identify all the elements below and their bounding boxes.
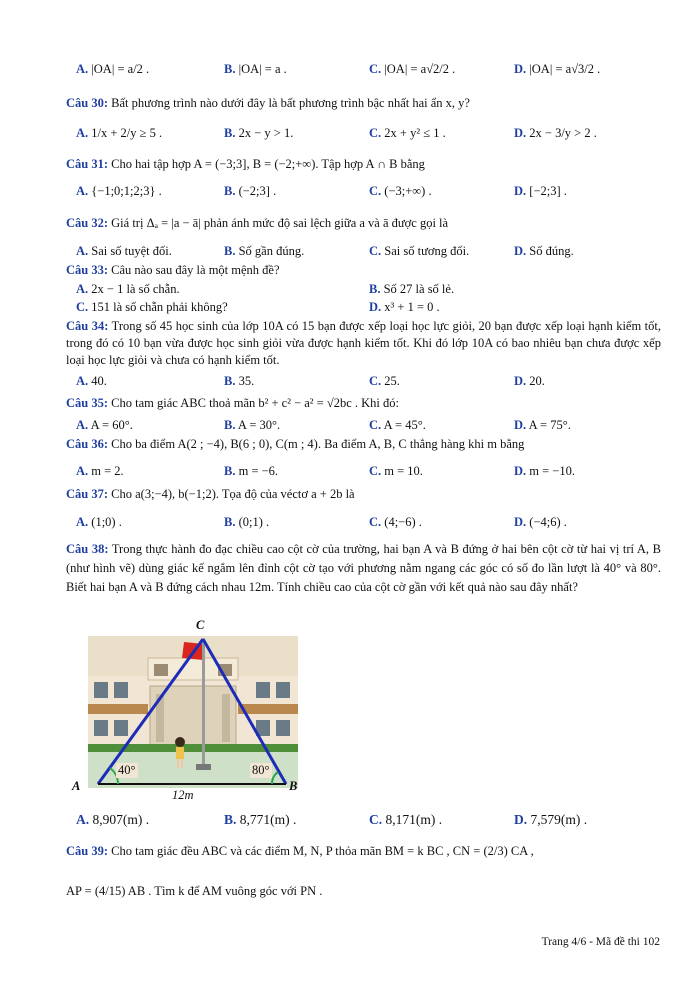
option-label: A. bbox=[76, 184, 89, 198]
option-label: B. bbox=[224, 812, 237, 827]
option-label: A. bbox=[76, 515, 89, 529]
vertex-b-label: B bbox=[289, 779, 298, 793]
option-text: m = 10. bbox=[384, 464, 423, 478]
option-text: 8,907(m) . bbox=[92, 812, 150, 827]
option-label: C. bbox=[369, 515, 382, 529]
option-text: m = 2. bbox=[91, 464, 124, 478]
question-36 bbox=[66, 437, 524, 452]
q36-option-d bbox=[514, 464, 575, 479]
option-label: D. bbox=[514, 464, 527, 478]
option-label: C. bbox=[369, 374, 382, 388]
q37-option-c bbox=[369, 515, 422, 530]
question-number: Câu 37: bbox=[66, 487, 109, 501]
q32-option-d bbox=[514, 244, 574, 259]
question-number: Câu 38: bbox=[66, 542, 109, 556]
q29-option-c bbox=[369, 62, 455, 77]
angle-a-label: 40° bbox=[118, 763, 136, 777]
q31-option-a bbox=[76, 184, 162, 199]
question-text: Trong số 45 học sinh của lớp 10A có 15 bạn được xếp loại học lực giỏi, 20 bạn được xếp loại hạnh kiểm tốt, trong đó có 10 bạn vừa được học sinh giỏi vừa được hạnh kiểm tốt. Khi đó lớp 10A có bao nhiêu bạn chưa được xếp loại học lực giỏi và chưa có hạnh kiểm tốt. bbox=[66, 319, 661, 367]
q33-option-a bbox=[76, 282, 180, 297]
option-label: D. bbox=[514, 62, 527, 76]
angle-b-label: 80° bbox=[252, 763, 270, 777]
option-label: A. bbox=[76, 62, 89, 76]
q36-option-c bbox=[369, 464, 423, 479]
option-text: Sai số tương đối. bbox=[384, 244, 470, 258]
option-text: Số 27 là số lẻ. bbox=[383, 282, 455, 296]
option-text: {−1;0;1;2;3} . bbox=[91, 184, 162, 198]
option-label: D. bbox=[514, 418, 527, 432]
question-39-line2: AP = (4/15) AB . Tìm k để AM vuông góc với PN . bbox=[66, 884, 323, 898]
option-text: A = 75°. bbox=[528, 418, 571, 432]
q30-option-a bbox=[76, 126, 162, 141]
q35-option-a bbox=[76, 418, 133, 433]
option-label: C. bbox=[369, 812, 383, 827]
question-number: Câu 35: bbox=[66, 396, 109, 410]
option-text: 25. bbox=[384, 374, 400, 388]
question-number: Câu 32: bbox=[66, 216, 109, 230]
q32-option-c bbox=[369, 244, 469, 259]
question-number: Câu 31: bbox=[66, 157, 109, 171]
option-text: |OA| = a√2/2 . bbox=[384, 62, 456, 76]
q32-option-b bbox=[224, 244, 304, 259]
question-text: Cho hai tập hợp A = (−3;3], B = (−2;+∞). Tập hợp A ∩ B bằng bbox=[111, 157, 425, 171]
question-37 bbox=[66, 487, 355, 502]
q29-option-b bbox=[224, 62, 287, 77]
question-38 bbox=[66, 540, 661, 597]
q36-option-b bbox=[224, 464, 278, 479]
option-text: (−4;6) . bbox=[529, 515, 567, 529]
q37-option-b bbox=[224, 515, 269, 530]
q38-option-b bbox=[224, 812, 296, 828]
q31-option-c bbox=[369, 184, 432, 199]
option-label: A. bbox=[76, 812, 90, 827]
option-text: (4;−6) . bbox=[384, 515, 422, 529]
q33-option-b bbox=[369, 282, 454, 297]
q35-option-c bbox=[369, 418, 426, 433]
q38-option-d bbox=[514, 812, 587, 828]
option-text: (−3;+∞) . bbox=[384, 184, 432, 198]
question-34 bbox=[66, 318, 661, 369]
q31-option-b bbox=[224, 184, 276, 199]
option-text: 2x − y > 1. bbox=[238, 126, 294, 140]
question-number: Câu 30: bbox=[66, 96, 109, 110]
q30-option-d bbox=[514, 126, 597, 141]
q30-option-c bbox=[369, 126, 446, 141]
option-text: m = −6. bbox=[238, 464, 279, 478]
q33-option-d bbox=[369, 300, 440, 315]
option-label: B. bbox=[224, 418, 236, 432]
option-text: |OA| = a/2 . bbox=[91, 62, 150, 76]
option-text: 151 là số chẵn phải không? bbox=[91, 300, 228, 314]
q33-option-c bbox=[76, 300, 228, 315]
page-footer: Trang 4/6 - Mã đề thi 102 bbox=[541, 936, 660, 948]
question-number: Câu 39: bbox=[66, 844, 109, 858]
option-label: D. bbox=[514, 812, 528, 827]
option-label: B. bbox=[224, 244, 236, 258]
q30-option-b bbox=[224, 126, 293, 141]
question-text: Cho a(3;−4), b(−1;2). Tọa độ của véctơ a + 2b là bbox=[111, 487, 355, 501]
question-30 bbox=[66, 96, 470, 111]
option-label: B. bbox=[369, 282, 381, 296]
option-label: D. bbox=[514, 184, 527, 198]
option-label: C. bbox=[369, 184, 382, 198]
option-label: B. bbox=[224, 515, 236, 529]
vertex-c-label: C bbox=[196, 618, 205, 632]
option-label: C. bbox=[369, 126, 382, 140]
option-text: 8,771(m) . bbox=[239, 812, 297, 827]
option-text: Số đúng. bbox=[529, 244, 574, 258]
option-text: (1;0) . bbox=[91, 515, 122, 529]
q29-option-d bbox=[514, 62, 600, 77]
option-label: D. bbox=[369, 300, 382, 314]
option-text: |OA| = a√3/2 . bbox=[529, 62, 601, 76]
q34-option-b bbox=[224, 374, 254, 389]
base-length-label: 12m bbox=[172, 788, 194, 802]
question-33 bbox=[66, 263, 280, 278]
option-label: A. bbox=[76, 282, 89, 296]
question-31 bbox=[66, 157, 425, 172]
question-text: Cho tam giác ABC thoả mãn b² + c² − a² = √2bc . Khi đó: bbox=[111, 396, 399, 410]
question-text: Câu nào sau đây là một mệnh đề? bbox=[111, 263, 280, 277]
option-text: 20. bbox=[529, 374, 545, 388]
option-text: 2x + y² ≤ 1 . bbox=[384, 126, 446, 140]
q32-option-a bbox=[76, 244, 172, 259]
q35-option-d bbox=[514, 418, 571, 433]
option-label: B. bbox=[224, 62, 236, 76]
question-35 bbox=[66, 396, 399, 411]
option-text: 35. bbox=[238, 374, 255, 388]
option-text: m = −10. bbox=[529, 464, 575, 478]
option-text: 8,171(m) . bbox=[385, 812, 443, 827]
option-label: C. bbox=[369, 62, 382, 76]
option-text: x³ + 1 = 0 . bbox=[384, 300, 440, 314]
option-text: A = 30°. bbox=[237, 418, 281, 432]
option-text: 2x − 1 là số chẵn. bbox=[91, 282, 180, 296]
option-label: C. bbox=[369, 464, 382, 478]
option-label: D. bbox=[514, 244, 527, 258]
question-text: Bất phương trình nào dưới đây là bất phương trình bậc nhất hai ẩn x, y? bbox=[111, 96, 470, 110]
option-text: 2x − 3/y > 2 . bbox=[529, 126, 597, 140]
question-number: Câu 33: bbox=[66, 263, 109, 277]
option-label: C. bbox=[369, 418, 382, 432]
q37-option-a bbox=[76, 515, 122, 530]
question-text: Trong thực hành đo đạc chiều cao cột cờ của trường, hai bạn A và B đứng ở hai bên cột cờ từ hai vị trí A, B (như hình vẽ) dùng giác kế ngắm lên đỉnh cột cờ tạo với phương nằm ngang các góc có số đo lần lượt là 40° và 80°. Biết hai bạn A và B đứng cách nhau 12m. Tính chiều cao của cột cờ gần với kết quả nào sau đây nhất? bbox=[66, 542, 661, 594]
question-number: Câu 34: bbox=[66, 319, 109, 333]
q34-option-d bbox=[514, 374, 545, 389]
option-text: Số gần đúng. bbox=[238, 244, 305, 258]
option-text: A = 45°. bbox=[383, 418, 426, 432]
option-label: A. bbox=[76, 464, 89, 478]
option-label: D. bbox=[514, 374, 527, 388]
option-label: B. bbox=[224, 184, 236, 198]
option-label: A. bbox=[76, 244, 89, 258]
question-text: Cho tam giác đều ABC và các điểm M, N, P thỏa mãn BM = k BC , CN = (2/3) CA , bbox=[111, 844, 534, 858]
option-label: C. bbox=[369, 244, 382, 258]
option-label: B. bbox=[224, 464, 236, 478]
question-number: Câu 36: bbox=[66, 437, 109, 451]
option-label: B. bbox=[224, 374, 236, 388]
option-label: A. bbox=[76, 126, 89, 140]
option-label: B. bbox=[224, 126, 236, 140]
question-32 bbox=[66, 216, 448, 231]
q36-option-a bbox=[76, 464, 124, 479]
option-label: A. bbox=[76, 374, 89, 388]
q31-option-d bbox=[514, 184, 567, 199]
q29-option-a bbox=[76, 62, 149, 77]
option-label: D. bbox=[514, 126, 527, 140]
option-text: A = 60°. bbox=[90, 418, 133, 432]
q34-option-a bbox=[76, 374, 107, 389]
question-39 bbox=[66, 844, 534, 859]
q38-option-c bbox=[369, 812, 442, 828]
option-label: D. bbox=[514, 515, 527, 529]
question-text: Giá trị Δₐ = |a − ā| phản ánh mức độ sai lệch giữa a và ā được gọi là bbox=[111, 216, 449, 230]
option-text: Sai số tuyệt đối. bbox=[91, 244, 172, 258]
q34-option-c bbox=[369, 374, 400, 389]
option-text: 40. bbox=[91, 374, 107, 388]
option-text: [−2;3] . bbox=[529, 184, 567, 198]
vertex-a-label: A bbox=[72, 779, 81, 793]
option-text: (−2;3] . bbox=[238, 184, 277, 198]
option-text: |OA| = a . bbox=[238, 62, 287, 76]
q37-option-d bbox=[514, 515, 567, 530]
option-text: 1/x + 2/y ≥ 5 . bbox=[91, 126, 163, 140]
option-label: C. bbox=[76, 300, 89, 314]
option-label: A. bbox=[76, 418, 89, 432]
question-text: Cho ba điểm A(2 ; −4), B(6 ; 0), C(m ; 4). Ba điểm A, B, C thẳng hàng khi m bằng bbox=[111, 437, 525, 451]
q35-option-b bbox=[224, 418, 280, 433]
q38-option-a bbox=[76, 812, 149, 828]
option-text: 7,579(m) . bbox=[530, 812, 588, 827]
option-text: (0;1) . bbox=[238, 515, 270, 529]
